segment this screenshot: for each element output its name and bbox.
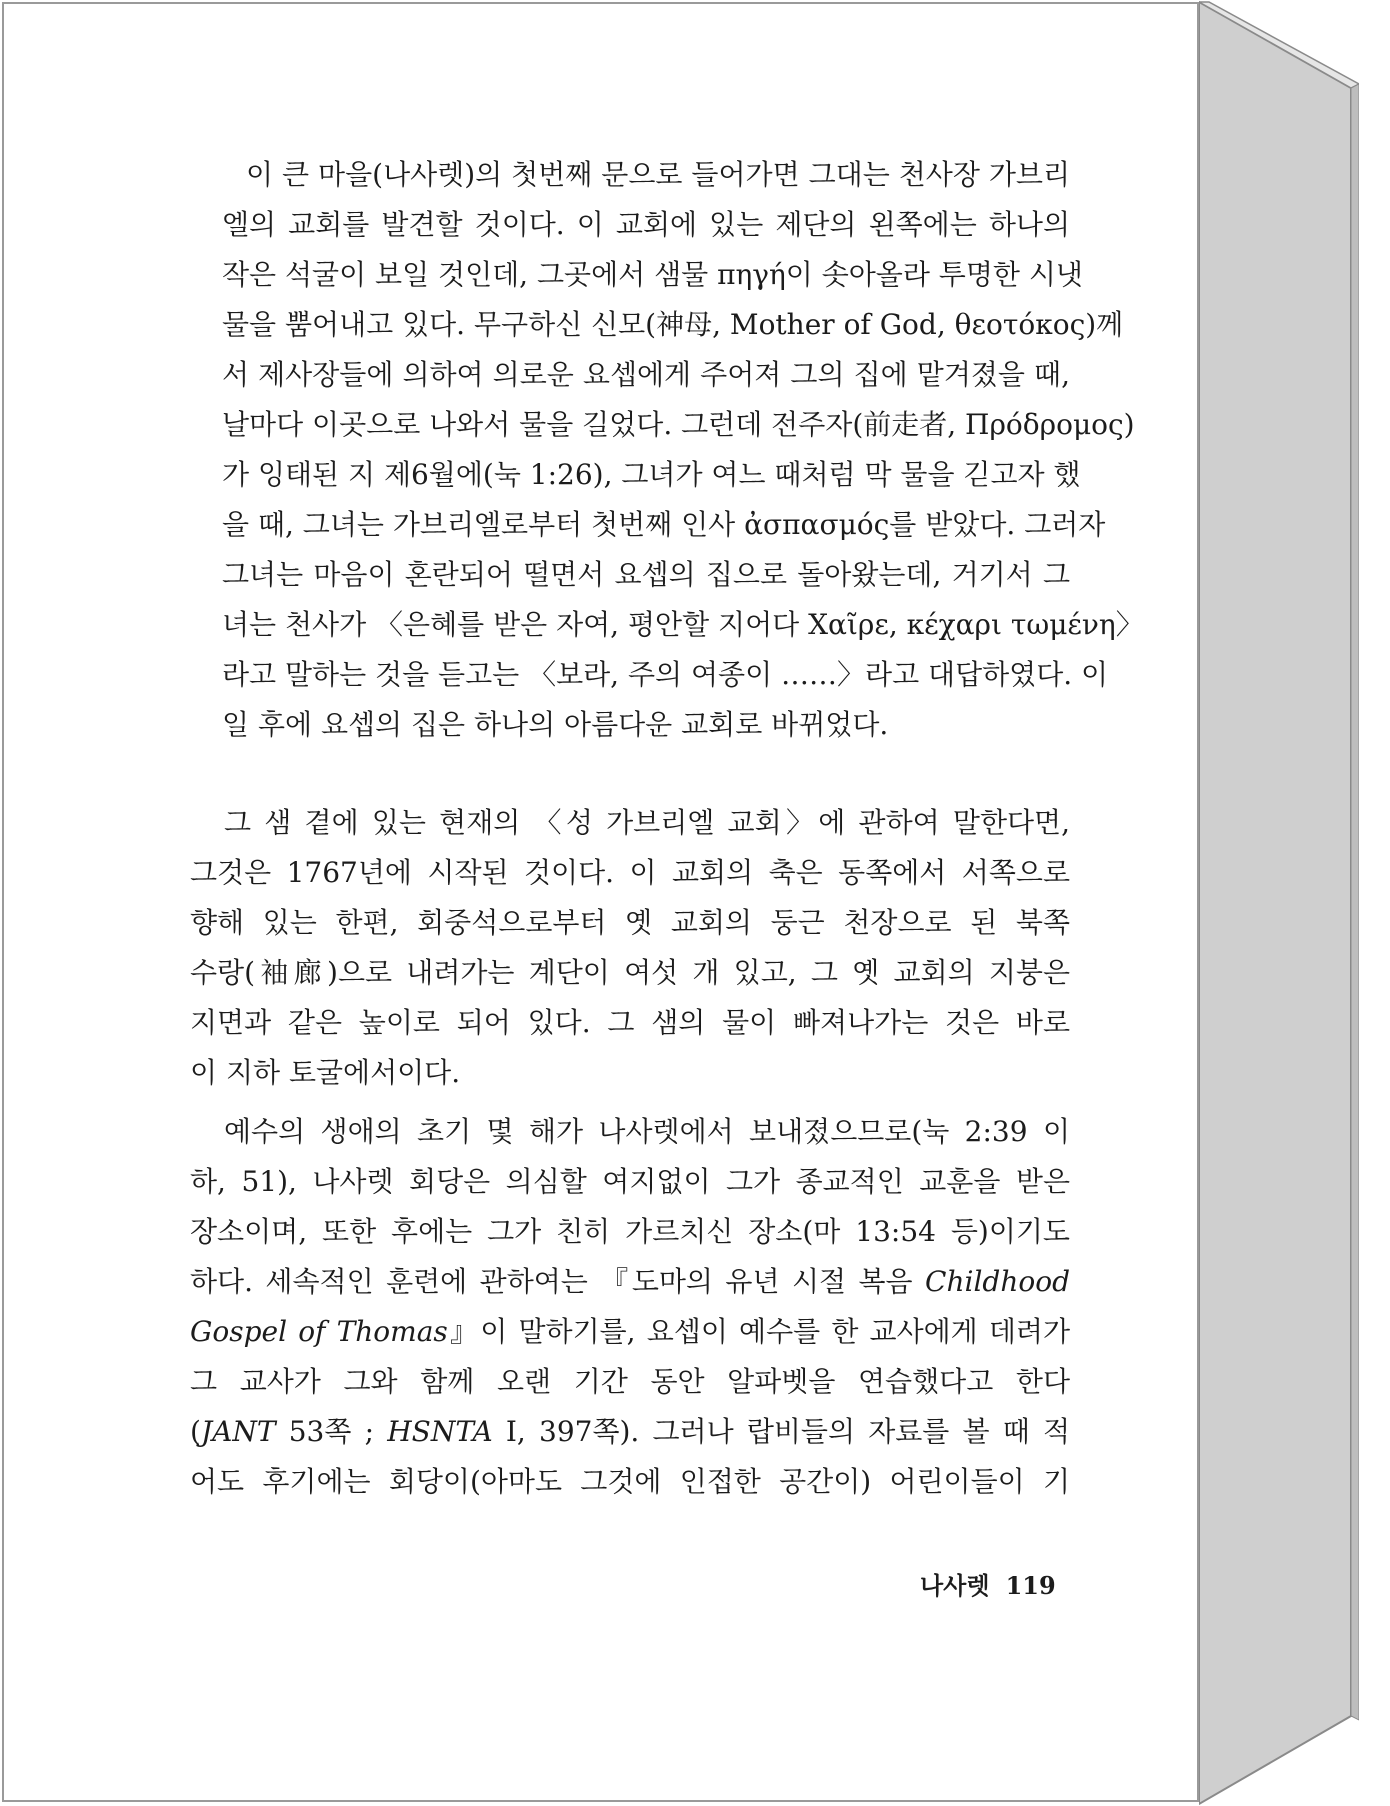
quote-line: 을 때, 그녀는 가브리엘로부터 첫번째 인사 ἀσπασμός를 받았다. 그러자 bbox=[222, 508, 1106, 541]
running-head: 나사렛 bbox=[920, 1571, 990, 1600]
text-run: ( bbox=[190, 1415, 201, 1448]
text-run: I, 397쪽). 그러나 랍비들의 자료를 볼 때 적 bbox=[492, 1415, 1071, 1448]
paragraph-line: 그것은 1767년에 시작된 것이다. 이 교회의 축은 동쪽에서 서쪽으로 bbox=[190, 856, 1070, 889]
paragraph-line bbox=[190, 1307, 1070, 1357]
paragraph-line: 이 지하 토굴에서이다. bbox=[190, 1056, 461, 1089]
paragraph-line: 지면과 같은 높이로 되어 있다. 그 샘의 물이 빠져나가는 것은 바로 bbox=[190, 1006, 1070, 1039]
paragraph-line bbox=[190, 1257, 1070, 1307]
quote-line: 녀는 천사가 〈은혜를 받은 자여, 평안할 지어다 Χαῖρε, κέχαρι τωμένη〉 bbox=[222, 608, 1144, 641]
text-run: 하다. 세속적인 훈련에 관하여는 『도마의 유년 시절 복음 bbox=[190, 1265, 926, 1298]
book-side-edge bbox=[1199, 0, 1359, 1806]
paragraph-line: 향해 있는 한편, 회중석으로부터 옛 교회의 둥근 천장으로 된 북쪽 bbox=[190, 906, 1070, 939]
quote-line: 그녀는 마음이 혼란되어 떨면서 요셉의 집으로 돌아왔는데, 거기서 그 bbox=[222, 558, 1070, 591]
quote-line: 엘의 교회를 발견할 것이다. 이 교회에 있는 제단의 왼쪽에는 하나의 bbox=[222, 208, 1070, 241]
italic-title: Childhood bbox=[925, 1265, 1070, 1298]
paragraph-line bbox=[190, 1407, 1070, 1457]
paragraph-line: 그 교사가 그와 함께 오랜 기간 동안 알파벳을 연습했다고 한다 bbox=[190, 1365, 1070, 1398]
paragraph-line: 그 샘 곁에 있는 현재의 〈성 가브리엘 교회〉에 관하여 말한다면, bbox=[224, 806, 1070, 839]
quote-line: 라고 말하는 것을 듣고는 〈보라, 주의 여종이 ……〉라고 대답하였다. 이 bbox=[222, 658, 1109, 691]
quote-line: 날마다 이곳으로 나와서 물을 길었다. 그런데 전주자(前走者, Πρόδρομος) bbox=[222, 408, 1135, 441]
italic-abbrev: HSNTA bbox=[387, 1415, 493, 1448]
paragraph-line: 수랑(袖廊)으로 내려가는 계단이 여섯 개 있고, 그 옛 교회의 지붕은 bbox=[190, 956, 1070, 989]
quote-line: 물을 뿜어내고 있다. 무구하신 신모(神母, Mother of God, θεοτόκος)께 bbox=[222, 308, 1124, 341]
paragraph-line: 어도 후기에는 회당이(아마도 그것에 인접한 공간이) 어린이들이 기 bbox=[190, 1465, 1070, 1498]
quote-line: 작은 석굴이 보일 것인데, 그곳에서 샘물 πηγή이 솟아올라 투명한 시냇 bbox=[222, 258, 1083, 291]
quote-line: 이 큰 마을(나사렛)의 첫번째 문으로 들어가면 그대는 천사장 가브리 bbox=[246, 158, 1070, 191]
page-number: 119 bbox=[1005, 1571, 1056, 1600]
quote-line: 서 제사장들에 의하여 의로운 요셉에게 주어져 그의 집에 맡겨졌을 때, bbox=[222, 358, 1070, 391]
italic-title: Gospel of Thomas bbox=[190, 1315, 448, 1348]
quote-line: 일 후에 요셉의 집은 하나의 아름다운 교회로 바뀌었다. bbox=[222, 708, 889, 741]
paragraph-synagogue bbox=[190, 1107, 1070, 1507]
paragraph-line: 장소이며, 또한 후에는 그가 친히 가르치신 장소(마 13:54 등)이기도 bbox=[190, 1215, 1070, 1248]
text-run: 』이 말하기를, 요셉이 예수를 한 교사에게 데려가 bbox=[447, 1315, 1071, 1348]
page-footer bbox=[920, 1566, 1072, 1601]
block-quote bbox=[190, 150, 1144, 750]
quote-line: 가 잉태된 지 제6월에(눅 1:26), 그녀가 여느 때처럼 막 물을 긷고자 했 bbox=[222, 458, 1081, 491]
paragraph-line: 하, 51), 나사렛 회당은 의심할 여지없이 그가 종교적인 교훈을 받은 bbox=[190, 1165, 1070, 1198]
text-run: 53쪽 ; bbox=[275, 1415, 388, 1448]
paragraph-gabriel-church bbox=[190, 798, 1070, 1098]
italic-abbrev: JANT bbox=[200, 1415, 276, 1448]
paragraph-line: 예수의 생애의 초기 몇 해가 나사렛에서 보내졌으므로(눅 2:39 이 bbox=[224, 1115, 1070, 1148]
